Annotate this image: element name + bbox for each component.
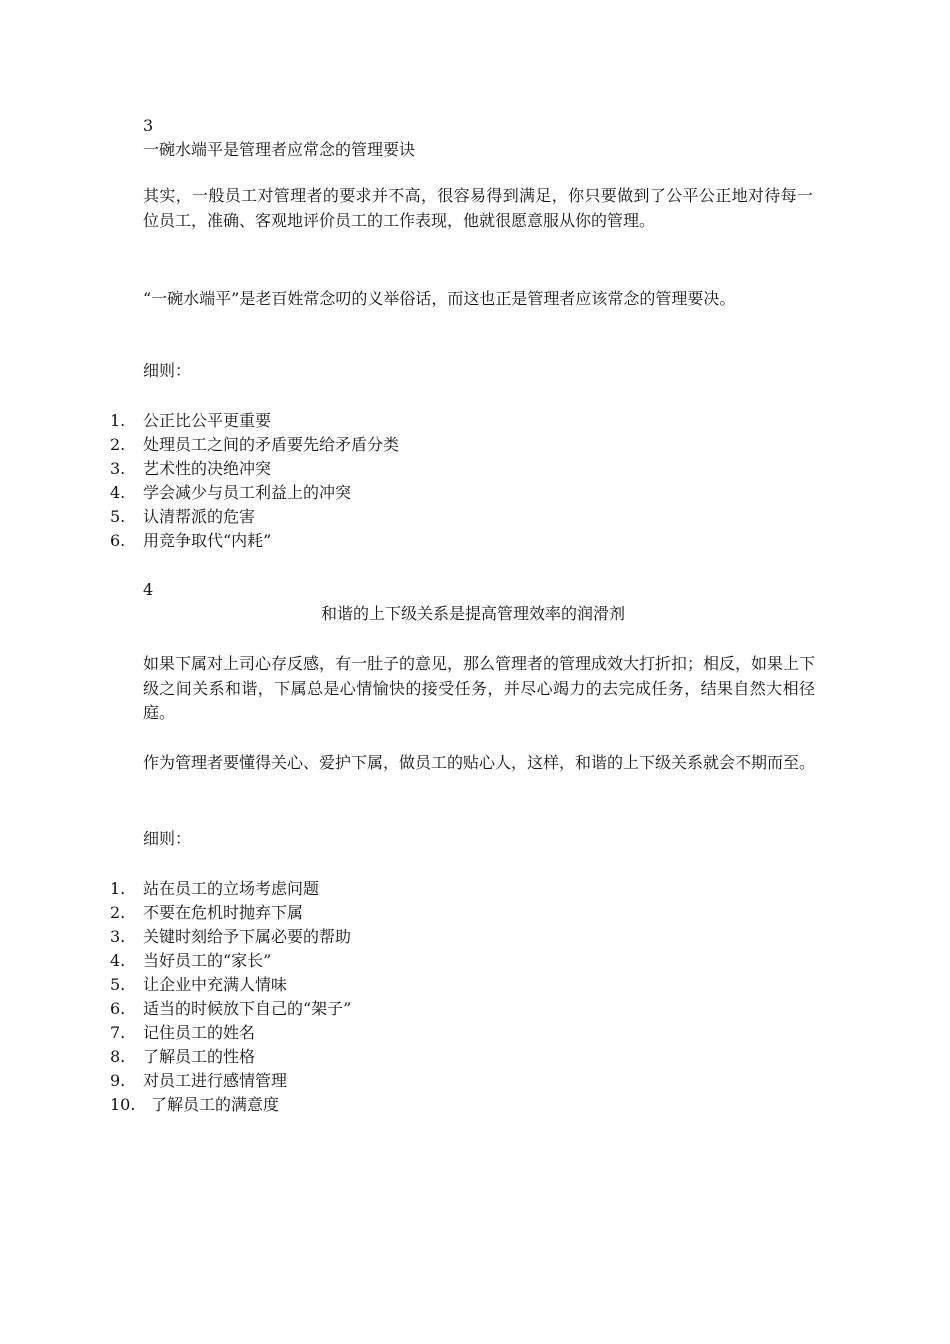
section-number: 3 xyxy=(143,116,154,135)
section-3-rules-label-block xyxy=(143,359,823,383)
list-item-number: 8. xyxy=(110,1047,126,1066)
list-item-text: 了解员工的满意度 xyxy=(151,1095,280,1114)
list-item-text: 记住员工的姓名 xyxy=(143,1023,256,1042)
section-3-paragraph-2: “一碗水端平”是老百姓常念叨的义举俗话，而这也正是管理者应该常念的管理要决。 xyxy=(143,289,736,308)
list-item xyxy=(110,925,810,949)
section-3-rules-list xyxy=(110,409,810,553)
list-item-number: 2. xyxy=(110,903,126,922)
section-4-rules-label-block xyxy=(143,827,823,851)
section-number: 4 xyxy=(143,580,154,599)
list-item-text: 了解员工的性格 xyxy=(143,1047,256,1066)
section-4 xyxy=(143,578,823,626)
list-item xyxy=(110,505,810,529)
list-item-number: 1. xyxy=(110,411,126,430)
list-item xyxy=(110,877,810,901)
list-item-number: 5. xyxy=(110,507,126,526)
section-4-rules-list xyxy=(110,877,810,1117)
list-item-number: 4. xyxy=(110,951,126,970)
section-3-paragraph-1-block xyxy=(143,184,823,233)
list-item xyxy=(110,433,810,457)
section-4-paragraph-2-block xyxy=(143,751,823,776)
list-item-number: 10. xyxy=(110,1095,136,1114)
section-4-paragraph-2: 作为管理者要懂得关心、爱护下属，做员工的贴心人，这样，和谐的上下级关系就会不期而至。 xyxy=(143,753,816,772)
list-item-number: 3. xyxy=(110,459,126,478)
list-item-text: 处理员工之间的矛盾要先给矛盾分类 xyxy=(143,435,400,454)
list-item-text: 关键时刻给予下属必要的帮助 xyxy=(143,927,352,946)
section-3-paragraph-1: 其实，一般员工对管理者的要求并不高，很容易得到满足，你只要做到了公平公正地对待每一位员工，准确、客观地评价员工的工作表现，他就很愿意服从你的管理。 xyxy=(143,186,813,230)
list-item xyxy=(110,949,810,973)
section-title: 和谐的上下级关系是提高管理效率的润滑剂 xyxy=(320,604,625,623)
list-item xyxy=(110,1021,810,1045)
list-item-text: 对员工进行感情管理 xyxy=(143,1071,288,1090)
list-item-text: 认清帮派的危害 xyxy=(143,507,256,526)
list-item xyxy=(110,529,810,553)
list-item xyxy=(110,481,810,505)
list-item-number: 6. xyxy=(110,999,126,1018)
list-item-number: 9. xyxy=(110,1071,126,1090)
list-item-text: 不要在危机时抛弃下属 xyxy=(143,903,304,922)
list-item xyxy=(110,997,810,1021)
list-item-text: 公正比公平更重要 xyxy=(143,411,272,430)
section-title: 一碗水端平是管理者应常念的管理要诀 xyxy=(143,140,416,159)
list-item-number: 4. xyxy=(110,483,126,502)
list-item-text: 站在员工的立场考虑问题 xyxy=(143,879,320,898)
section-4-paragraph-1-block xyxy=(143,652,823,726)
list-item xyxy=(110,973,810,997)
list-item xyxy=(110,409,810,433)
list-item-number: 1. xyxy=(110,879,126,898)
list-item-text: 艺术性的决绝冲突 xyxy=(143,459,272,478)
rules-label: 细则： xyxy=(143,829,192,848)
list-item-text: 让企业中充满人情味 xyxy=(143,975,288,994)
list-item-text: 当好员工的“家长” xyxy=(143,951,272,970)
list-item xyxy=(110,901,810,925)
list-item-number: 5. xyxy=(110,975,126,994)
list-item xyxy=(110,457,810,481)
list-item xyxy=(110,1045,810,1069)
list-item-text: 学会减少与员工利益上的冲突 xyxy=(143,483,352,502)
list-item-text: 用竞争取代“内耗” xyxy=(143,531,272,550)
list-item-text: 适当的时候放下自己的“架子” xyxy=(143,999,352,1018)
list-item-number: 7. xyxy=(110,1023,126,1042)
list-item-number: 3. xyxy=(110,927,126,946)
list-item-number: 2. xyxy=(110,435,126,454)
list-item-number: 6. xyxy=(110,531,126,550)
section-4-paragraph-1: 如果下属对上司心存反感，有一肚子的意见，那么管理者的管理成效大打折扣；相反，如果上下级之间关系和谐，下属总是心情愉快的接受任务，并尽心竭力的去完成任务，结果自然大相径庭。 xyxy=(143,654,816,722)
list-item xyxy=(110,1069,810,1093)
rules-label: 细则： xyxy=(143,361,192,380)
section-3 xyxy=(143,114,823,162)
section-3-paragraph-2-block xyxy=(143,287,823,312)
list-item xyxy=(110,1093,810,1117)
